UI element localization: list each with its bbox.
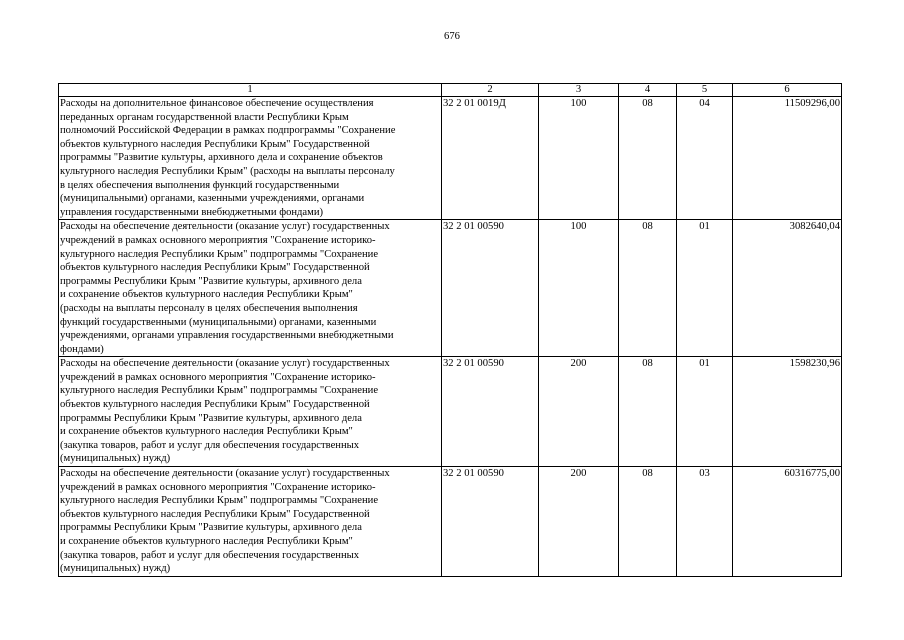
row-amount: 3082640,04 xyxy=(733,220,842,357)
row-code: 32 2 01 0019Д xyxy=(442,97,539,220)
description-line: объектов культурного наследия Республики Крым" Государственной xyxy=(60,508,370,520)
row-description xyxy=(59,467,442,577)
row-description xyxy=(59,220,442,357)
row-code: 32 2 01 00590 xyxy=(442,467,539,577)
description-line: программы Республики Крым "Развитие культуры, архивного дела xyxy=(60,275,362,287)
row-code: 32 2 01 00590 xyxy=(442,220,539,357)
description-line: (муниципальных) нужд) xyxy=(60,563,171,575)
description-line: полномочий Российской Федерации в рамках подпрограммы "Сохранение xyxy=(60,125,396,137)
description-line: (муниципальных) нужд) xyxy=(60,453,171,465)
budget-table xyxy=(58,83,842,577)
description-line: в целях обеспечения выполнения функций государственными xyxy=(60,179,340,191)
description-line: культурного наследия Республики Крым" подпрограммы "Сохранение xyxy=(60,495,379,507)
description-line: (закупка товаров, работ и услуг для обеспечения государственных xyxy=(60,549,360,561)
description-line: (муниципальными) органами, казенными учреждениями, органами xyxy=(60,193,365,205)
row-subsection: 03 xyxy=(677,467,733,577)
description-line: программы Республики Крым "Развитие культуры, архивного дела xyxy=(60,522,362,534)
description-line: учреждений в рамках основного мероприятия "Сохранение историко- xyxy=(60,481,376,493)
row-section: 08 xyxy=(619,357,677,467)
description-line: управления государственными внебюджетными фондами) xyxy=(60,206,324,218)
header-cell-6: 6 xyxy=(733,84,842,97)
description-line: и сохранение объектов культурного наследия Республики Крым" xyxy=(60,289,353,301)
page-number: 676 xyxy=(444,31,460,42)
row-code: 32 2 01 00590 xyxy=(442,357,539,467)
row-subsection: 01 xyxy=(677,220,733,357)
description-line: функций государственными (муниципальными) органами, казенными xyxy=(60,316,377,328)
description-line: Расходы на дополнительное финансовое обеспечение осуществления xyxy=(60,98,374,109)
row-expense-type: 200 xyxy=(539,467,619,577)
description-line: фондами) xyxy=(60,343,104,355)
header-cell-2: 2 xyxy=(442,84,539,97)
table-row xyxy=(59,357,842,467)
description-line: переданных органам государственной власти Республики Крым xyxy=(60,111,349,123)
description-line: объектов культурного наследия Республики Крым" Государственной xyxy=(60,262,370,274)
table-row xyxy=(59,467,842,577)
table-row xyxy=(59,97,842,220)
header-row xyxy=(59,84,842,97)
row-section: 08 xyxy=(619,467,677,577)
description-line: учреждений в рамках основного мероприятия "Сохранение историко- xyxy=(60,234,376,246)
description-line: учреждений в рамках основного мероприятия "Сохранение историко- xyxy=(60,371,376,383)
row-expense-type: 100 xyxy=(539,97,619,220)
description-line: объектов культурного наследия Республики Крым" Государственной xyxy=(60,138,370,150)
description-line: учреждениями, органами управления государственными внебюджетными xyxy=(60,330,394,342)
row-subsection: 04 xyxy=(677,97,733,220)
description-line: объектов культурного наследия Республики Крым" Государственной xyxy=(60,399,370,411)
row-amount: 1598230,96 xyxy=(733,357,842,467)
row-expense-type: 200 xyxy=(539,357,619,467)
description-line: Расходы на обеспечение деятельности (оказание услуг) государственных xyxy=(60,358,390,370)
header-cell-5: 5 xyxy=(677,84,733,97)
description-line: культурного наследия Республики Крым" подпрограммы "Сохранение xyxy=(60,385,379,397)
description-line: (расходы на выплаты персоналу в целях обеспечения выполнения xyxy=(60,302,358,314)
table-row xyxy=(59,220,842,357)
description-line: культурного наследия Республики Крым" (расходы на выплаты персоналу xyxy=(60,165,395,177)
row-amount: 60316775,00 xyxy=(733,467,842,577)
description-line: Расходы на обеспечение деятельности (оказание услуг) государственных xyxy=(60,221,390,233)
description-line: Расходы на обеспечение деятельности (оказание услуг) государственных xyxy=(60,468,390,480)
row-description xyxy=(59,357,442,467)
header-cell-1: 1 xyxy=(59,84,442,97)
description-line: программы Республики Крым "Развитие культуры, архивного дела xyxy=(60,412,362,424)
description-line: программы "Развитие культуры, архивного дела и сохранение объектов xyxy=(60,152,383,164)
row-section: 08 xyxy=(619,220,677,357)
row-description xyxy=(59,97,442,220)
row-expense-type: 100 xyxy=(539,220,619,357)
row-subsection: 01 xyxy=(677,357,733,467)
description-line: (закупка товаров, работ и услуг для обеспечения государственных xyxy=(60,439,360,451)
header-cell-4: 4 xyxy=(619,84,677,97)
header-cell-3: 3 xyxy=(539,84,619,97)
description-line: культурного наследия Республики Крым" подпрограммы "Сохранение xyxy=(60,248,379,260)
row-amount: 11509296,00 xyxy=(733,97,842,220)
row-section: 08 xyxy=(619,97,677,220)
description-line: и сохранение объектов культурного наследия Республики Крым" xyxy=(60,536,353,547)
description-line: и сохранение объектов культурного наследия Республики Крым" xyxy=(60,426,353,438)
